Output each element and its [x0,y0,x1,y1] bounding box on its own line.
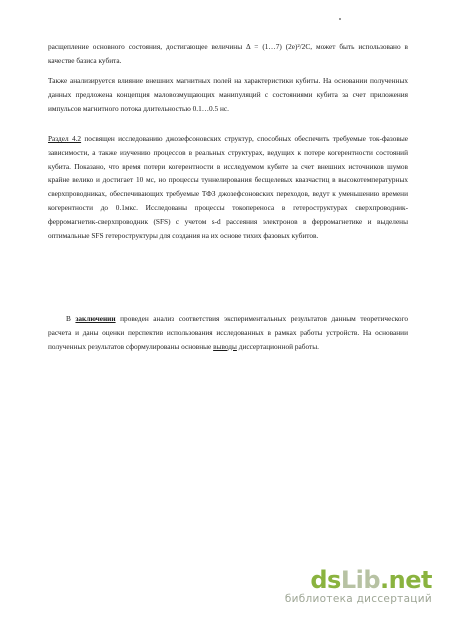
paragraph1-text-a: расщепление основного состояния, достигающее величины Δ = [48,42,259,51]
logo-part-ds: ds [310,566,341,594]
paragraph1-text-b: может быть использовано в качестве базиса кубита. [48,42,408,65]
dslib-watermark [262,567,432,607]
formula-delta: (1…7) (2e)²/2C, [262,42,313,51]
conclusion-link[interactable]: заключении [75,314,116,323]
dslib-logo [310,567,432,593]
paragraph4-text-b: диссертационной работы. [238,341,319,351]
conclusions-link[interactable]: выводы [213,341,237,351]
paragraph-conclusion [48,312,408,353]
paragraph4-text-a: проведен анализ соответствия экспериментальных результатов данным теоретического расчета и даны оценки перспектив использования исследованных в рамках работы устройств. На основании полученных результатов сформулированы основные [48,314,409,351]
logo-part-lib: Lib [340,566,381,594]
paragraph-continuation [48,40,408,68]
page-speck [339,18,341,20]
paragraph-magnetic-fields [48,74,408,115]
section-link[interactable]: Раздел 4.2 [48,134,82,143]
paragraph3-text: посвящен исследованию джозефсоновских структур, способных обеспечить требуемые ток-фазовые зависимости, а также изучению процессов в реальных структурах, ведущих к потере когерентности состояний кубита. Показано, что время потери когерентности в исследуемом кубите за счет внешних источников шумов крайне велико и достигает 10 мс, но процессы туннелирования бесщелевых квазчастиц в высокотемпературных сверхпроводниках, обеспечивающих требуемые ТФЗ джозефсоновских переходов, ведут к уменьшению времени когерентности до 0.1мкс. Исследованы процессы токопереноса в гетероструктурах сверхпроводник-ферромагнетик-сверхпроводник (SFS) с учетом s-d рассеяния электронов в ферромагнетике и выделены оптимальные SFS гетероструктуры для создания на их основе тихих фазовых кубитов. [48,134,408,240]
logo-part-net: .net [380,566,432,594]
paragraph-section-4-2 [48,132,408,242]
paragraph4-prefix: В [66,314,71,323]
watermark-subtitle: библиотека диссертаций [284,593,432,605]
paragraph2-text: Также анализируется влияние внешних магнитных полей на характеристики кубиты. На основании полученных данных предложена концепция маловозмущающих манипуляций с состояниями кубита за счет приложения импульсов магнитного потока длительностью 0.1…0.5 нс. [48,76,408,113]
